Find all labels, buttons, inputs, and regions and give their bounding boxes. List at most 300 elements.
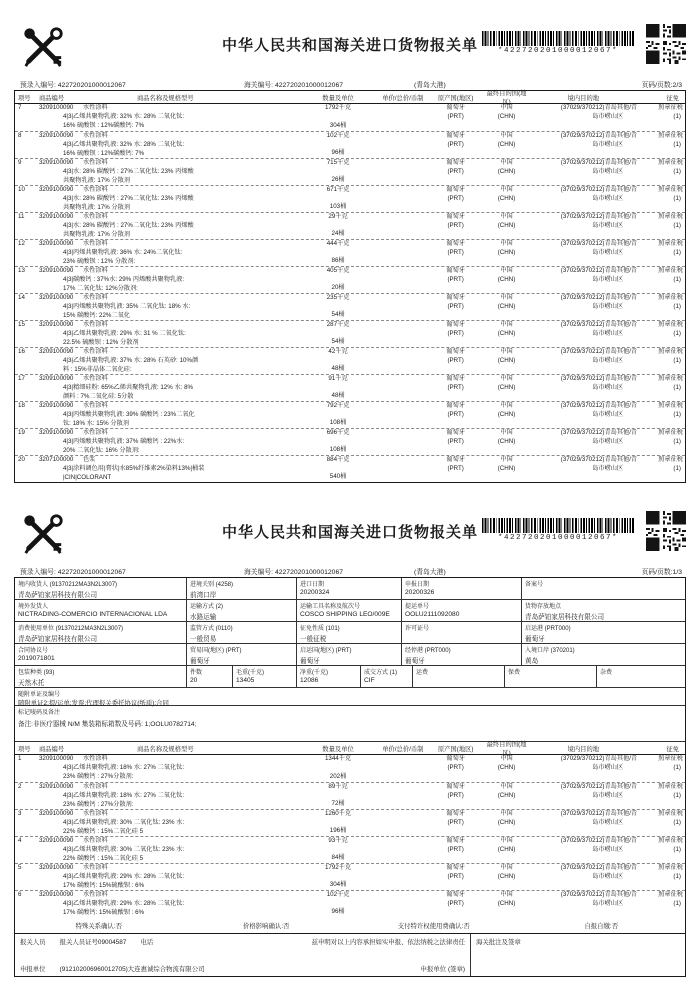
barcode [482, 31, 634, 55]
item-origin: 葡萄牙 (PRT) [446, 402, 465, 418]
field-transport-mode-label: 运输方式 (2) [190, 604, 224, 610]
item-code: 3209100090 [38, 429, 74, 436]
item-weight: 884千克 [326, 456, 350, 463]
item-name: 水性涂料 [82, 837, 108, 844]
goods-row [15, 293, 685, 320]
item-destination: 中国 (CHN) [497, 159, 516, 175]
item-destination: 中国 (CHN) [497, 783, 516, 799]
item-levy: 照章征税 (1) [658, 294, 683, 310]
item-spec-line1: 4|3|乙烯共聚物乳液: 37% 水: 28% 石英砂: 10%颜 [62, 356, 199, 364]
item-domestic-destination: (37029/370212)青岛其他/青 岛市崂山区 [560, 864, 638, 880]
item-no: 4 [18, 837, 22, 844]
item-quantity [298, 240, 378, 266]
item-domestic-destination: (37029/370212)青岛其他/青 岛市崂山区 [560, 429, 638, 445]
item-quantity [298, 402, 378, 428]
item-destination: 中国 (CHN) [497, 837, 516, 853]
item-destination: 中国 (CHN) [497, 267, 516, 283]
field-marks-value: 备注:非医疗器械 N/M 集装箱标箱数及号码: 1;OOLU0782714; [18, 721, 197, 728]
item-spec-line1: 4|3|乙烯共聚物乳液: 30% 二氧化钛: 23% 水: [62, 818, 185, 826]
item-spec-line1: 4|3|丙烯共聚物乳液: 36% 水: 24%二氧化钛: [62, 248, 183, 256]
item-origin: 葡萄牙 (PRT) [446, 891, 465, 907]
item-levy: 照章征税 (1) [658, 837, 683, 853]
col-destination-country: 最终目的国(地区) [486, 741, 527, 757]
item-spec-line1: 4|3|乙烯共聚物乳液: 29% 水: 28% 二氧化钛: [62, 872, 185, 880]
item-packages: 103桶 [329, 203, 347, 211]
barcode [482, 518, 634, 542]
item-product [39, 104, 298, 131]
goods-table-header [15, 91, 685, 104]
item-spec-line1: 4|3|碳酸钙 : 37%水: 29% 丙烯酸共聚物乳液: [62, 275, 185, 283]
item-levy: 照章征税 (1) [658, 104, 683, 120]
item-quantity [298, 456, 378, 482]
item-destination: 中国 (CHN) [497, 240, 516, 256]
goods-row [15, 890, 685, 917]
col-item-no: 项号 [18, 94, 31, 102]
item-origin: 葡萄牙 (PRT) [446, 104, 465, 120]
item-spec-line2: 共聚物乳液: 17% 分散剂 [62, 230, 130, 238]
item-code: 3209100090 [38, 240, 74, 247]
barcode-bars [482, 518, 634, 533]
declaration-page-1 [14, 505, 686, 977]
item-spec-line2: 22% 碳酸钙 : 15%二氧化硅 5 [62, 827, 144, 835]
item-no: 8 [18, 132, 22, 139]
item-domestic-destination: (37029/370212)青岛其他/青 岛市崂山区 [560, 267, 638, 283]
royalty-fee-confirm: 支付特许权使用费确认:否 [397, 922, 470, 930]
item-levy: 照章征税 (1) [658, 402, 683, 418]
item-quantity [298, 429, 378, 455]
item-quantity [298, 864, 378, 890]
customs-endorsement-cell [470, 934, 685, 976]
field-shipper-value: NICTRADING-COMERCIO INTERNACIONAL LDA [18, 611, 168, 618]
form-row-3 [15, 622, 685, 644]
item-spec-line1: 4|3|丙烯酸共聚物乳液: 37% 碳酸钙 : 22%水: [62, 437, 185, 445]
document-header [14, 18, 686, 76]
item-product [39, 240, 298, 266]
item-product [39, 348, 298, 374]
item-domestic-destination: (37029/370212)青岛其他/青 岛市崂山区 [560, 837, 638, 853]
field-documents-label: 随附单证及编号 [18, 692, 61, 698]
goods-row [15, 266, 685, 293]
item-name: 水性涂料 [82, 267, 108, 274]
item-domestic-destination: (37029/370212)青岛其他/青 岛市崂山区 [560, 132, 638, 148]
item-domestic-destination: (37029/370212)青岛其他/青 岛市崂山区 [560, 891, 638, 907]
item-product [39, 402, 298, 428]
document-numbers-line [14, 563, 686, 577]
item-destination: 中国 (CHN) [497, 132, 516, 148]
item-code: 3209100090 [38, 186, 74, 193]
item-no: 17 [18, 375, 25, 382]
item-quantity [298, 132, 378, 158]
item-levy: 照章征税 (1) [658, 240, 683, 256]
field-record-no-label: 备案号 [525, 582, 544, 588]
col-quantity: 数量及单位 [322, 94, 354, 102]
item-origin: 葡萄牙 (PRT) [446, 837, 465, 853]
item-weight: 1792千克 [324, 864, 352, 871]
item-packages: 54桶 [331, 311, 345, 319]
item-product [39, 294, 298, 320]
declare-unit-label: 申报单位 [20, 966, 46, 973]
field-levy-nature-label: 征免性质 (101) [300, 626, 340, 632]
item-price [378, 159, 428, 185]
field-pieces-value: 20 [190, 677, 198, 684]
item-domestic-destination: (37029/370212)青岛其他/青 岛市崂山区 [560, 104, 638, 120]
field-documents-value: 随附单证2:提/运单:发票:代理报关委托协议(纸质):合同 [18, 700, 169, 707]
item-weight: 792千克 [326, 402, 350, 409]
item-no: 12 [18, 240, 25, 247]
item-destination: 中国 (CHN) [497, 348, 516, 364]
form-row-4 [15, 644, 685, 666]
item-code: 3209100090 [38, 375, 74, 382]
item-no: 19 [18, 429, 25, 436]
item-destination: 中国 (CHN) [497, 456, 516, 472]
item-destination: 中国 (CHN) [497, 186, 516, 202]
goods-table-header [15, 742, 685, 755]
field-transport-mode-value: 水路运输 [190, 614, 217, 621]
item-packages: 202桶 [329, 773, 347, 781]
goods-rows-page1 [15, 755, 685, 917]
presort-number: 预录入编号: 422720201000012067 [20, 569, 126, 576]
item-name: 水性涂料 [82, 891, 108, 898]
item-no: 14 [18, 294, 25, 301]
item-domestic-destination: (37029/370212)青岛其他/青 岛市崂山区 [560, 348, 638, 364]
field-gross-weight-label: 毛重(千克) [236, 670, 264, 676]
field-vessel-label: 运输工具名称及航次号 [300, 604, 361, 610]
truth-statement: 兹申明对以上内容承担如实申报、依法纳税之法律责任 [311, 939, 465, 946]
item-quantity [298, 159, 378, 185]
item-levy: 照章征税 (1) [658, 159, 683, 175]
item-levy: 照章征税 (1) [658, 132, 683, 148]
item-code: 3209100090 [38, 321, 74, 328]
item-price [378, 783, 428, 809]
field-supervision-mode-label: 监管方式 (0110) [190, 626, 233, 632]
item-product [39, 755, 298, 782]
goods-row [15, 347, 685, 374]
item-no: 2 [18, 783, 22, 790]
item-spec-line2: 16% 硫酸钡 : 12%碳酸钙: 7% [62, 149, 145, 157]
item-price [378, 891, 428, 917]
item-packages: 26桶 [331, 176, 345, 184]
field-entry-point-value: 黄岛 [525, 658, 539, 665]
item-spec-line2: 22.5% 硫酸钡 : 12% 分散剂 [62, 338, 139, 346]
col-price: 单价/总价/币制 [382, 745, 424, 753]
item-domestic-destination: (37029/370212)青岛其他/青 岛市崂山区 [560, 402, 638, 418]
goods-row [15, 158, 685, 185]
item-quantity [298, 267, 378, 293]
item-quantity [298, 321, 378, 347]
customs-emblem-icon [20, 24, 66, 75]
item-levy: 照章征税 (1) [658, 186, 683, 202]
item-weight: 405千克 [326, 267, 350, 274]
item-levy: 照章征税 (1) [658, 456, 683, 472]
item-no: 5 [18, 864, 22, 871]
item-code: 3209100090 [38, 159, 74, 166]
item-packages: 96桶 [331, 908, 345, 916]
item-price [378, 294, 428, 320]
item-destination: 中国 (CHN) [497, 864, 516, 880]
field-import-date-value: 20200324 [300, 589, 330, 596]
item-origin: 葡萄牙 (PRT) [446, 159, 465, 175]
item-product [39, 267, 298, 293]
item-name: 水性涂料 [82, 186, 108, 193]
item-packages: 54桶 [331, 338, 345, 346]
item-spec-line2: 23% 碳酸钙 : 27%分散剂: [62, 772, 134, 780]
field-via-port-value: 葡萄牙 [405, 658, 425, 665]
item-code: 3209100090 [38, 864, 74, 871]
item-origin: 葡萄牙 (PRT) [446, 321, 465, 337]
item-levy: 照章征税 (1) [658, 864, 683, 880]
item-spec-line2: 16% 硫酸钡 : 12%碳酸钙: 7% [62, 121, 145, 129]
item-spec-line2: 17% 碳酸钙: 15%硫酸钡 : 6% [62, 881, 145, 889]
special-relation-confirm: 特殊关系确认:否 [75, 922, 122, 930]
item-origin: 葡萄牙 (PRT) [446, 429, 465, 445]
item-product [39, 186, 298, 212]
field-pieces-label: 件数 [190, 670, 203, 676]
page-number: 页码/页数:2/3 [641, 82, 682, 89]
barcode-number: *422720201000012067* [497, 534, 618, 542]
field-packing-type-value: 天然木托 [18, 680, 45, 687]
form-row-2 [15, 600, 685, 622]
item-code: 3207100000 [38, 456, 74, 463]
item-destination: 中国 (CHN) [497, 321, 516, 337]
document-title: 中华人民共和国海关进口货物报关单 [221, 524, 479, 541]
item-code: 3209100090 [38, 267, 74, 274]
col-domestic-destination: 境内目的地 [567, 745, 600, 753]
item-packages: 304桶 [329, 881, 347, 889]
item-weight: 29千克 [328, 213, 348, 220]
document-numbers-line [14, 76, 686, 90]
item-quantity [298, 375, 378, 401]
form-row-documents [15, 688, 685, 706]
field-storage-label: 货物存放地点 [525, 604, 562, 610]
field-freight-label: 运费 [416, 670, 429, 676]
item-spec-line2: 15% 碳酸钙: 22%二氧化 [62, 311, 130, 319]
item-no: 3 [18, 810, 22, 817]
item-no: 7 [18, 104, 22, 111]
item-product [39, 891, 298, 917]
item-weight: 93千克 [328, 837, 348, 844]
field-misc-fee-label: 杂费 [600, 670, 613, 676]
page-number: 页码/页数:1/3 [641, 569, 682, 576]
item-price [378, 213, 428, 239]
phone-label: 电话 [140, 939, 154, 946]
field-net-weight-label: 净重(千克) [300, 670, 328, 676]
item-code: 3209100090 [38, 891, 74, 898]
item-spec-line1: 4|3|精细硅粉: 65%乙烯共聚物乳液: 12% 水: 8% [62, 383, 194, 391]
item-price [378, 864, 428, 890]
customs-emblem-icon [20, 511, 66, 562]
goods-row [15, 755, 685, 782]
item-price [378, 429, 428, 455]
item-weight: 1792千克 [324, 104, 352, 111]
item-destination: 中国 (CHN) [497, 891, 516, 907]
item-no: 20 [18, 456, 25, 463]
field-packing-type-label: 包装种类 (93) [18, 670, 55, 676]
goods-row [15, 185, 685, 212]
goods-row [15, 455, 685, 482]
item-levy: 照章征税 (1) [658, 891, 683, 907]
item-domestic-destination: (37029/370212)青岛其他/青 岛市崂山区 [560, 321, 638, 337]
field-shipper-label: 境外发货人 [18, 604, 49, 610]
item-spec-line1: 4|3|水: 28% 碳酸钙 : 27%二氧化钛: 23% 丙烯酸 [62, 194, 194, 202]
item-no: 10 [18, 186, 25, 193]
item-domestic-destination: (37029/370212)青岛其他/青 岛市崂山区 [560, 213, 638, 229]
item-name: 水性涂料 [82, 240, 108, 247]
item-spec-line2: 17% 碳酸钙: 15%硫酸钡 : 6% [62, 908, 145, 916]
item-name: 水性涂料 [82, 321, 108, 328]
item-code: 3209100090 [38, 810, 74, 817]
item-quantity [298, 294, 378, 320]
item-price [378, 810, 428, 836]
item-spec-line1: 4|3|水: 28% 碳酸钙 : 27%二氧化钛: 23% 丙烯酸 [62, 221, 194, 229]
item-name: 水性涂料 [82, 132, 108, 139]
item-price [378, 456, 428, 482]
item-weight: 444千克 [326, 240, 350, 247]
item-spec-line1: 4|3|涂料调色用|膏状|水85%纤维素2%染料13%|桶装 [62, 464, 205, 472]
item-spec-line1: 4|3|乙烯共聚物乳液: 30% 二氧化钛: 23% 水: [62, 845, 185, 853]
col-item-no: 项号 [18, 745, 31, 753]
item-destination: 中国 (CHN) [497, 755, 516, 771]
col-quantity: 数量及单位 [322, 745, 354, 753]
form-row-1 [15, 578, 685, 600]
goods-row [15, 401, 685, 428]
item-product [39, 429, 298, 455]
item-spec-line1: 4|3|乙烯共聚物乳液: 18% 水: 27% 二氧化钛: [62, 791, 185, 799]
item-name: 水性涂料 [82, 402, 108, 409]
item-quantity [298, 213, 378, 239]
item-domestic-destination: (37029/370212)青岛其他/青 岛市崂山区 [560, 375, 638, 391]
item-origin: 葡萄牙 (PRT) [446, 375, 465, 391]
item-spec-line1: 4|3|乙烯共聚物乳液: 29% 水: 28% 二氧化钛: [62, 899, 185, 907]
item-domestic-destination: (37029/370212)青岛其他/青 岛市崂山区 [560, 456, 638, 472]
form-row-marks [15, 706, 685, 742]
item-product [39, 213, 298, 239]
item-domestic-destination: (37029/370212)青岛其他/青 岛市崂山区 [560, 755, 638, 771]
item-packages: 72桶 [331, 800, 345, 808]
item-product [39, 132, 298, 158]
item-code: 3209100090 [38, 783, 74, 790]
price-influence-confirm: 价格影响确认:否 [242, 922, 290, 930]
item-domestic-destination: (37029/370212)青岛其他/青 岛市崂山区 [560, 240, 638, 256]
field-marks-label: 标记唛码及备注 [18, 710, 61, 716]
item-levy: 照章征税 (1) [658, 213, 683, 229]
item-name: 水性涂料 [82, 783, 108, 790]
field-gross-weight-value: 13405 [236, 677, 255, 684]
item-domestic-destination: (37029/370212)青岛其他/青 岛市崂山区 [560, 186, 638, 202]
item-destination: 中国 (CHN) [497, 294, 516, 310]
item-no: 11 [18, 213, 25, 220]
qr-code-icon [646, 511, 686, 556]
goods-row [15, 239, 685, 266]
document-header [14, 505, 686, 563]
item-weight: 89千克 [328, 783, 348, 790]
goods-table [14, 90, 686, 483]
item-spec-line1: 4|3|丙烯酸共聚物乳液: 39% 碳酸钙 : 23%二氧化 [62, 410, 195, 418]
item-spec-line2: 料 : 15%非晶体二氧化硅: [62, 365, 132, 373]
field-departure-port-value: 葡萄牙 [525, 636, 545, 643]
field-entry-point-label: 入境口岸 (370201) [525, 648, 575, 654]
item-no: 1 [18, 755, 22, 762]
item-code: 3209100090 [38, 837, 74, 844]
item-spec-line1: 4|3|乙烯共聚物乳液: 32% 水: 28% 二氧化钛: [62, 140, 185, 148]
item-name: 水性涂料 [82, 755, 108, 762]
item-code: 3209100090 [38, 755, 74, 762]
item-code: 3209100090 [38, 402, 74, 409]
declaration-page-2 [14, 18, 686, 483]
item-name: 水性涂料 [82, 375, 108, 382]
field-via-port-label: 经停港 (PRT000) [405, 648, 451, 654]
col-levy: 征免 [666, 94, 679, 102]
goods-row [15, 836, 685, 863]
item-price [378, 837, 428, 863]
item-origin: 葡萄牙 (PRT) [446, 213, 465, 229]
goods-rows-page2 [15, 104, 685, 482]
field-departure-country-label: 启运国(地区) (PRT) [300, 648, 352, 654]
item-spec-line2: |CIN|COLORANT [62, 473, 112, 481]
item-packages: 196桶 [329, 827, 347, 835]
item-product [39, 837, 298, 863]
item-product [39, 864, 298, 890]
item-domestic-destination: (37029/370212)青岛其他/青 岛市崂山区 [560, 783, 638, 799]
item-name: 水性涂料 [82, 294, 108, 301]
item-no: 15 [18, 321, 25, 328]
item-domestic-destination: (37029/370212)青岛其他/青 岛市崂山区 [560, 810, 638, 826]
field-declare-date-label: 申报日期 [405, 582, 430, 588]
item-weight: 102千克 [326, 132, 350, 139]
item-name: 水性涂料 [82, 213, 108, 220]
item-spec-line2: 钛: 18% 水: 15% 分散剂 [62, 419, 129, 427]
item-quantity [298, 104, 378, 131]
item-spec-line2: 17% 二氧化钛: 12%分散剂: [62, 284, 138, 292]
item-levy: 照章征税 (1) [658, 755, 683, 771]
item-spec-line2: 颜料 : 7%二氧化硅: 5分散 [62, 392, 134, 400]
item-packages: 108桶 [329, 419, 347, 427]
item-spec-line1: 4|3|乙烯共聚物乳液: 29% 水: 31 % 二氧化钛: [62, 329, 186, 337]
item-spec-line1: 4|3|水: 28% 碳酸钙 : 27%二氧化钛: 23% 丙烯酸 [62, 167, 194, 175]
item-product [39, 321, 298, 347]
form-row-5 [15, 666, 685, 688]
item-weight: 42千克 [328, 348, 348, 355]
item-code: 3209100090 [38, 132, 74, 139]
field-license-no-label: 许可证号 [405, 626, 430, 632]
field-entry-customs-label: 进境关别 (4258) [190, 582, 234, 588]
item-packages: 48桶 [331, 365, 345, 373]
item-name: 水性涂料 [82, 429, 108, 436]
item-name: 水性涂料 [82, 104, 108, 111]
item-origin: 葡萄牙 (PRT) [446, 294, 465, 310]
entry-port: (青岛大港) [414, 82, 446, 89]
col-goods-name: 商品名称及规格型号 [136, 745, 194, 753]
field-consumer-unit-label: 消费使用单位 (91370212MA3N2L3007) [18, 626, 124, 632]
item-spec-line2: 23% 碳酸钙 : 27%分散剂: [62, 800, 134, 808]
field-incoterm-value: CIF [364, 677, 375, 684]
customs-number: 海关编号: 422720201000012067 [244, 82, 344, 89]
field-consignee-value: 青岛萨铂家居科技有限公司 [18, 592, 98, 599]
item-quantity [298, 783, 378, 809]
item-quantity [298, 837, 378, 863]
item-no: 9 [18, 159, 22, 166]
item-no: 18 [18, 402, 25, 409]
field-incoterm-label: 成交方式 (1) [364, 670, 398, 676]
col-goods-name: 商品名称及规格型号 [136, 94, 194, 102]
item-product [39, 783, 298, 809]
col-commodity-code: 商品编号 [38, 745, 65, 753]
confirmation-row [14, 917, 686, 933]
goods-row [15, 131, 685, 158]
item-levy: 照章征税 (1) [658, 375, 683, 391]
declaration-footer [14, 933, 686, 977]
item-destination: 中国 (CHN) [497, 104, 516, 120]
item-price [378, 186, 428, 212]
